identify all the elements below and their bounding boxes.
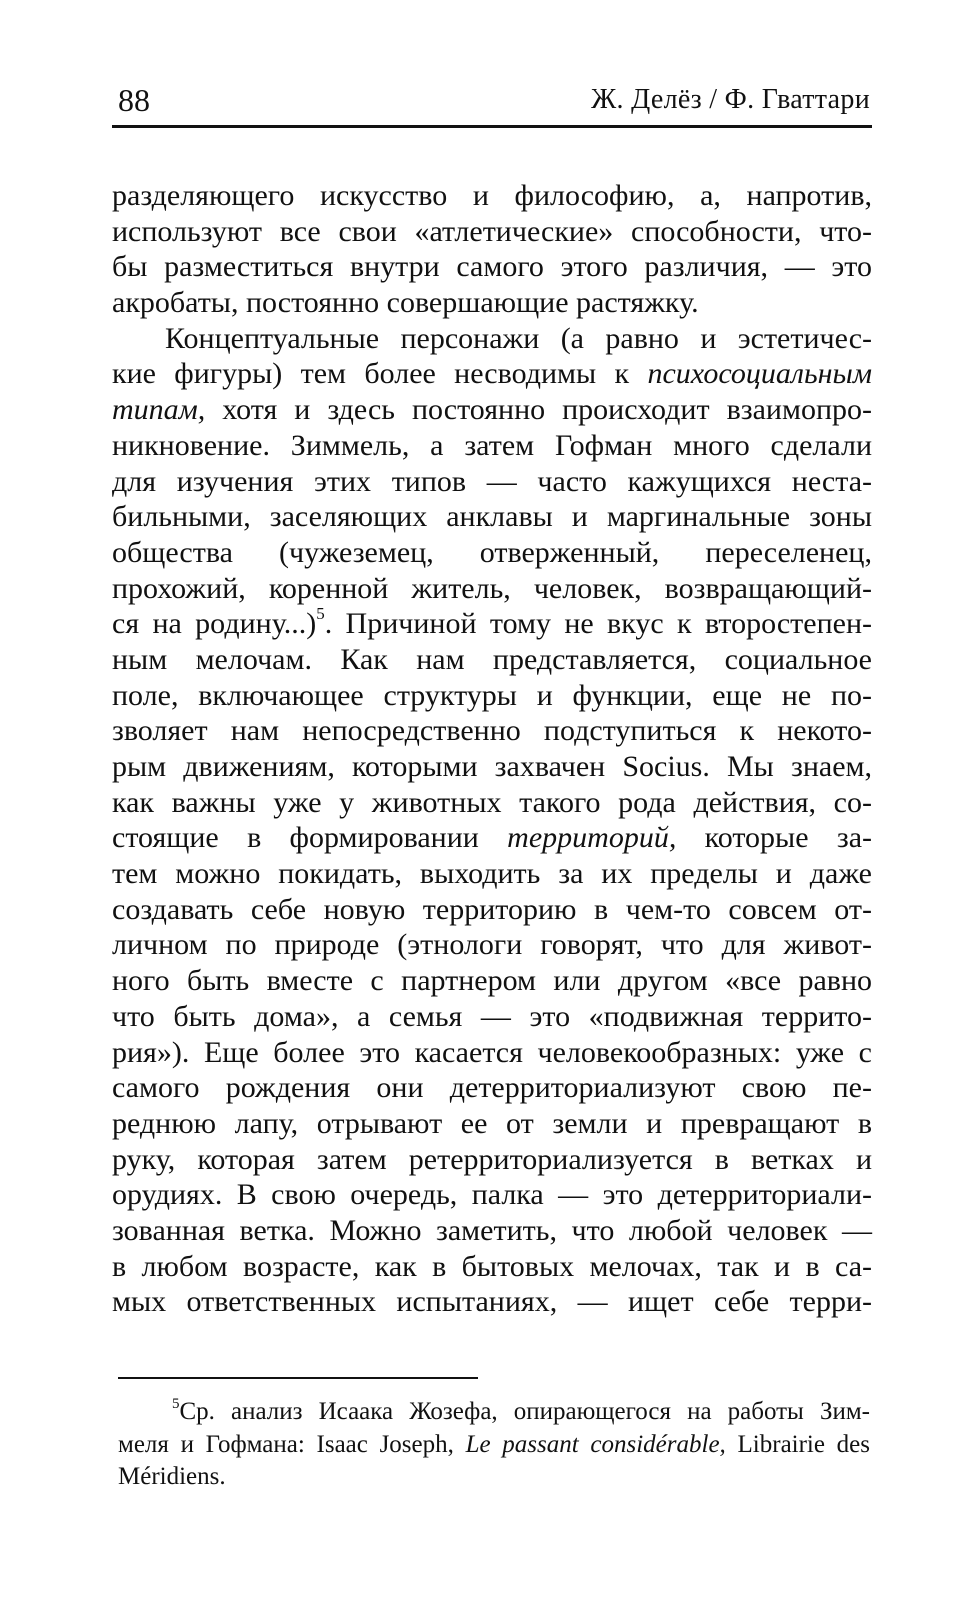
text-line: тем можно покидать, выходить за их пределы и даже	[112, 857, 872, 891]
footnote-line	[118, 1429, 870, 1462]
text-line: как важны уже у животных такого рода действия, со-	[112, 785, 872, 819]
footnote-reference: 5	[316, 604, 325, 624]
text-line: бильными, заселяющих анклавы и маргинальные зоны	[112, 500, 872, 534]
text-line	[112, 606, 872, 642]
running-head	[118, 82, 870, 122]
text-line: для изучения этих типов — часто кажущихся неста-	[112, 464, 872, 498]
text-line: зволяет нам непосредственно подступиться к некото-	[112, 714, 872, 748]
text-line: руку, которая затем ретерриториализуется в ветках и	[112, 1142, 872, 1176]
text-line	[112, 820, 872, 856]
text-run: . Причиной тому не вкус к второстепен-	[324, 607, 872, 641]
text-line: создавать себе новую территорию в чем-то совсем от-	[112, 892, 872, 926]
text-line: прохожий, коренной житель, человек, возвращающий-	[112, 571, 872, 605]
italic-term: психосоциальным	[647, 357, 872, 391]
text-line: поле, включающее структуры и функции, еще не по-	[112, 678, 872, 712]
text-line: Концептуальные персонажи (а равно и эстетичес-	[165, 321, 872, 355]
text-line: ного быть вместе с партнером или другом «все равно	[112, 964, 872, 998]
header-rule	[112, 125, 872, 128]
text-run: хотя и здесь постоянно происходит взаимопро-	[205, 393, 872, 427]
text-line: никновение. Зиммель, а затем Гофман много сделали	[112, 428, 872, 462]
text-line: используют все свои «атлетические» способности, что-	[112, 214, 872, 248]
text-line: личном по природе (этнологи говорят, что для живот-	[112, 928, 872, 962]
text-line: ным мелочам. Как нам представляется, социальное	[112, 642, 872, 676]
text-line: акробаты, постоянно совершающие растяжку.	[112, 286, 699, 320]
text-run: Ср. анализ Исаака Жозефа, опирающегося на работы Зим-	[179, 1398, 870, 1425]
text-run: кие фигуры) тем более несводимы к	[112, 357, 648, 391]
book-title: Le passant considérable,	[465, 1430, 726, 1458]
page-number: 88	[118, 82, 150, 118]
header-authors: Ж. Делёз / Ф. Гваттари	[591, 84, 870, 115]
footnote-line: Méridiens.	[118, 1463, 226, 1490]
footnote-rule	[118, 1377, 478, 1379]
text-line: зованная ветка. Можно заметить, что любой человек —	[112, 1213, 872, 1247]
text-line: мых ответственных испытаниях, — ищет себе терри-	[112, 1285, 872, 1319]
main-text	[112, 178, 872, 1320]
text-run: меля и Гофмана: Isaac Joseph,	[118, 1430, 466, 1458]
text-line: рия»). Еще более это касается человекообразных: уже с	[112, 1035, 872, 1069]
text-line: самого рождения они детерриториализуют свою пе-	[112, 1071, 872, 1105]
footnote-line	[118, 1396, 870, 1429]
italic-term: типам,	[112, 393, 206, 427]
text-run: ся на родину...)	[112, 607, 317, 641]
text-run: которые за-	[676, 821, 872, 855]
text-line: разделяющего искусство и философию, а, напротив,	[112, 179, 872, 212]
text-line: орудиях. В свою очередь, палка — это детерриториали-	[112, 1178, 872, 1212]
text-line: рым движениям, которыми захвачен Socius. Мы знаем,	[112, 750, 872, 783]
text-run: Librairie des	[725, 1430, 871, 1458]
text-line: реднюю лапу, отрывают ее от земли и превращают в	[112, 1106, 872, 1140]
text-line: бы разместиться внутри самого этого различия, — это	[112, 250, 872, 284]
text-line: в любом возрасте, как в бытовых мелочах, так и в са-	[112, 1249, 872, 1283]
italic-term: территорий,	[507, 821, 677, 855]
text-line: что быть дома», а семья — это «подвижная террито-	[112, 999, 872, 1033]
text-line: общества (чужеземец, отверженный, переселенец,	[112, 535, 872, 569]
text-line	[112, 392, 872, 428]
text-line	[112, 356, 872, 392]
footnote-marker: 5	[172, 1396, 180, 1412]
footnote	[118, 1396, 870, 1494]
text-run: стоящие в формировании	[112, 821, 508, 855]
